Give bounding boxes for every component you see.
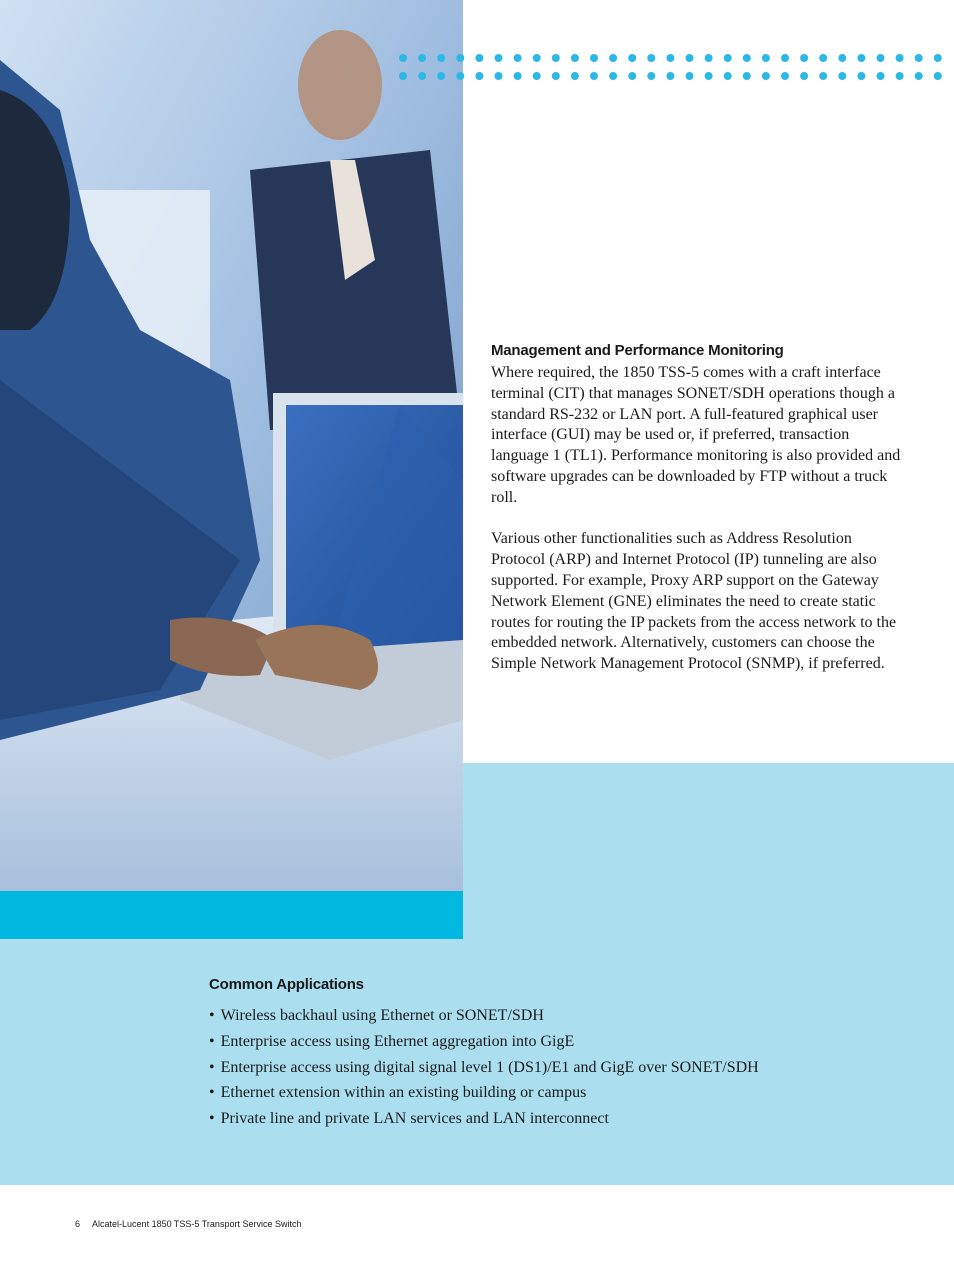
dot [399,72,407,80]
dot [666,54,674,62]
dot [934,72,942,80]
list-item: • Wireless backhaul using Ethernet or SONET/SDH [209,1007,544,1024]
dot [628,54,636,62]
dot [838,72,846,80]
bullet-icon: • [209,1007,215,1024]
dot [495,54,503,62]
dot [743,54,751,62]
management-section [491,341,901,675]
dot [838,54,846,62]
dot [819,54,827,62]
dot [495,72,503,80]
dot [628,72,636,80]
management-paragraph-1: Where required, the 1850 TSS-5 comes with a craft interface terminal (CIT) that manages SONET/SDH operations though a standard RS-232 or LAN port. A full-featured graphical user interface (GUI) may be used or, if preferred, transaction language 1 (TL1). Performance monitoring is also provided and software upgrades can be downloaded by FTP without a truck roll. [491,364,901,506]
dot [666,72,674,80]
dot [533,54,541,62]
dot [609,54,617,62]
dot [514,72,522,80]
dot [877,72,885,80]
dot [705,54,713,62]
dot [915,54,923,62]
dot [857,72,865,80]
dot [686,54,694,62]
management-heading: Management and Performance Monitoring [491,342,784,359]
bullet-icon: • [209,1110,215,1128]
dot [877,54,885,62]
dot [475,54,483,62]
dot [571,72,579,80]
page-footer [75,1219,301,1229]
dot [800,54,808,62]
dot [743,72,751,80]
footer-title: Alcatel-Lucent 1850 TSS-5 Transport Service Switch [92,1219,302,1229]
dot [571,54,579,62]
list-item: • Enterprise access using Ethernet aggregation into GigE [209,1032,575,1050]
office-photo [0,0,463,891]
dot [762,54,770,62]
dot [724,54,732,62]
dot [590,72,598,80]
dot [896,72,904,80]
dot [456,54,464,62]
dot [647,72,655,80]
applications-heading: Common Applications [209,976,364,993]
dot [609,72,617,80]
dot [781,72,789,80]
light-blue-panel [463,763,954,939]
dot [552,72,560,80]
dot [762,72,770,80]
dot [475,72,483,80]
bullet-icon: • [209,1058,215,1076]
dot [800,72,808,80]
dot [686,72,694,80]
dot [915,72,923,80]
dot [418,72,426,80]
applications-section [209,975,909,1132]
dot [399,54,407,62]
dot [781,54,789,62]
dot [724,72,732,80]
list-item: • Enterprise access using digital signal level 1 (DS1)/E1 and GigE over SONET/SDH [209,1058,759,1076]
dot [934,54,942,62]
list-item: • Ethernet extension within an existing building or campus [209,1084,587,1102]
accent-bar [0,891,463,939]
dot [647,54,655,62]
dot [819,72,827,80]
dot [418,54,426,62]
dot [514,54,522,62]
dot [705,72,713,80]
dot [437,72,445,80]
dot [896,54,904,62]
dot [437,54,445,62]
applications-list [209,1003,909,1132]
page-number: 6 [75,1219,81,1229]
dot [857,54,865,62]
dot [456,72,464,80]
bullet-icon: • [209,1084,215,1102]
dot [533,72,541,80]
dot [552,54,560,62]
bullet-icon: • [209,1032,215,1050]
dot [590,54,598,62]
list-item: • Private line and private LAN services and LAN interconnect [209,1110,609,1128]
dot-pattern [396,52,952,84]
management-paragraph-2: Various other functionalities such as Address Resolution Protocol (ARP) and Internet Protocol (IP) tunneling are also supported. For example, Proxy ARP support on the Gateway Network Element (GNE) eliminates the need to create static routes for routing the IP packets from the access network to the embedded network. Alternatively, customers can choose the Simple Network Management Protocol (SNMP), if preferred. [491,530,897,673]
